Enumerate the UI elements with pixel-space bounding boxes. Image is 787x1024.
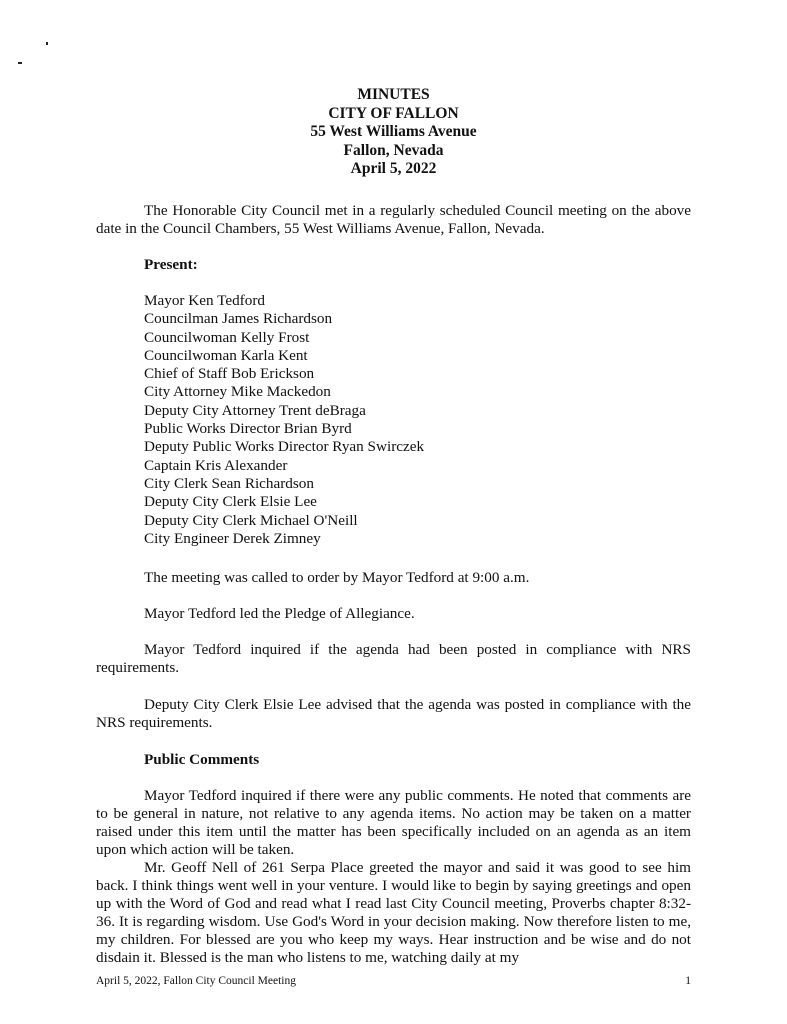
agenda-inquiry: Mayor Tedford inquired if the agenda had been posted in compliance with NRS requirements.	[96, 641, 691, 676]
attendee-item: City Clerk Sean Richardson	[144, 474, 314, 492]
attendee-item: Councilman James Richardson	[144, 310, 333, 328]
header-location: Fallon, Nevada	[343, 141, 444, 159]
pledge-statement: Mayor Tedford led the Pledge of Allegiance.	[144, 605, 415, 622]
agenda-response: Deputy City Clerk Elsie Lee advised that the agenda was posted in compliance with the NRS requirements.	[96, 696, 691, 731]
attendee-item: Public Works Director Brian Byrd	[144, 420, 352, 438]
public-comments-paragraph-2: Mr. Geoff Nell of 261 Serpa Place greeted the mayor and said it was good to see him back. I think things went well in your venture. I would like to begin by saying greetings and open up with the Word of God and read what I read last City Council meeting, Proverbs chapter 8:32-36. It is regarding wisdom. Use God's Word in your decision making. Now therefore listen to me, my children. For blessed are you who keep my ways. Hear instruction and be wise and do not disdain it. Blessed is the man who listens to me, watching daily at my	[96, 859, 691, 966]
header-city: CITY OF FALLON	[328, 104, 459, 122]
header-address: 55 West Williams Avenue	[310, 123, 477, 140]
attendee-item: Deputy City Clerk Michael O'Neill	[144, 511, 358, 529]
call-to-order: The meeting was called to order by Mayor Tedford at 9:00 a.m.	[144, 569, 530, 586]
scan-speck	[18, 62, 22, 64]
attendee-list	[144, 292, 424, 548]
attendee-item: City Attorney Mike Mackedon	[144, 383, 331, 401]
page-footer	[96, 974, 691, 988]
public-comments-paragraph-1: Mayor Tedford inquired if there were any public comments. He noted that comments are to be general in nature, not relative to any agenda items. No action may be taken on a matter raised under this item until the matter has been specifically included on an agenda as an item upon which action will be taken.	[96, 787, 691, 858]
public-comments-heading: Public Comments	[144, 751, 260, 768]
header-title: MINUTES	[357, 86, 430, 103]
attendee-item: Mayor Ken Tedford	[144, 292, 265, 309]
present-heading: Present:	[144, 256, 198, 273]
page-number: 1	[685, 975, 691, 987]
header-date: April 5, 2022	[350, 160, 437, 177]
document-header	[0, 86, 787, 179]
attendee-item: Deputy City Attorney Trent deBraga	[144, 401, 366, 419]
attendee-item: Captain Kris Alexander	[144, 456, 288, 474]
intro-paragraph: The Honorable City Council met in a regularly scheduled Council meeting on the above date in the Council Chambers, 55 West Williams Avenue, Fallon, Nevada.	[96, 202, 691, 237]
attendee-item: Deputy City Clerk Elsie Lee	[144, 493, 317, 511]
footer-text: April 5, 2022, Fallon City Council Meeting	[96, 975, 296, 987]
attendee-item: Deputy Public Works Director Ryan Swirczek	[144, 438, 425, 456]
scan-speck	[46, 42, 48, 45]
attendee-item: City Engineer Derek Zimney	[144, 529, 321, 547]
attendee-item: Councilwoman Karla Kent	[144, 346, 308, 364]
attendee-item: Chief of Staff Bob Erickson	[144, 365, 315, 383]
attendee-item: Councilwoman Kelly Frost	[144, 328, 310, 346]
